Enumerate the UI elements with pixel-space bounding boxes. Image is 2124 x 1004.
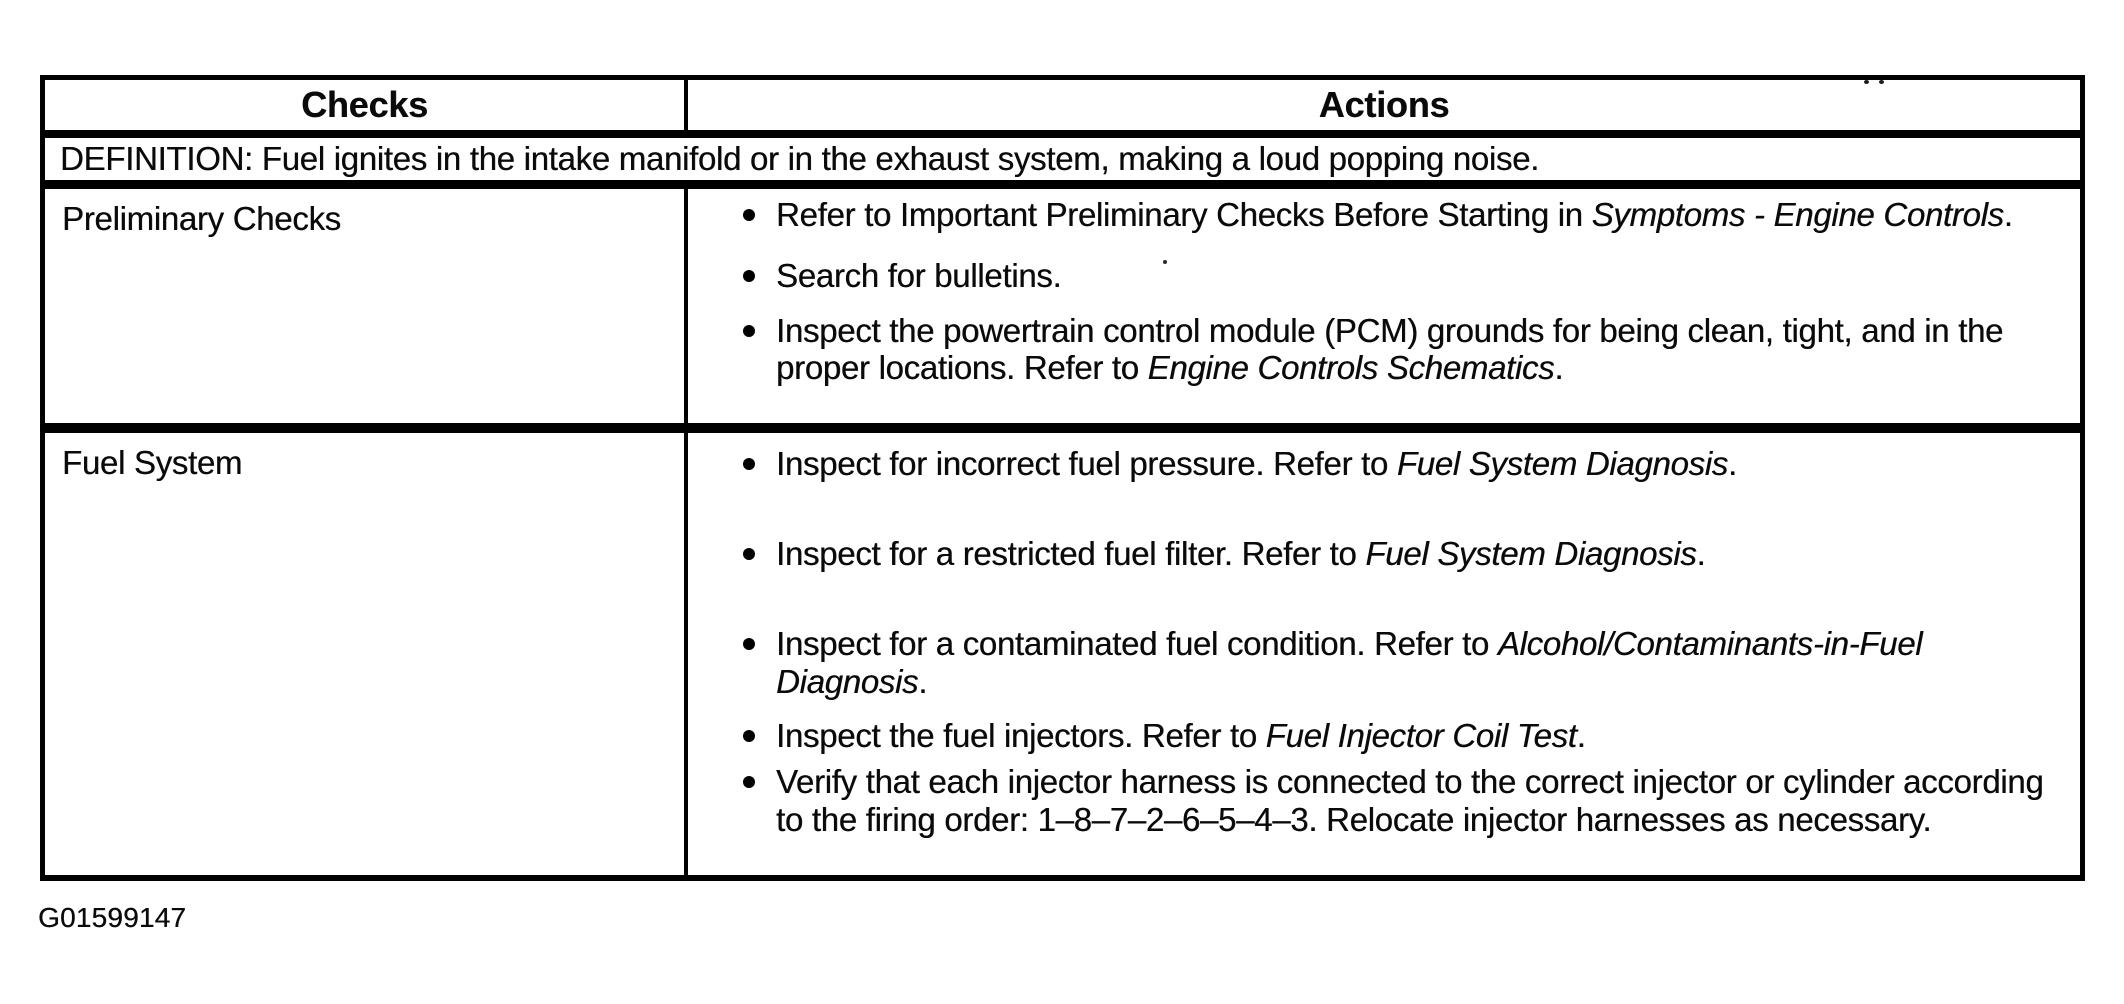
action-text: Verify that each injector harness is connected to the correct injector or cylinder according to the firing order: 1–8–7–2–6–5–4–3. Relocate injector harnesses as necessary. bbox=[776, 763, 2044, 838]
action-text: . bbox=[1576, 717, 1586, 754]
row-divider bbox=[45, 423, 2080, 433]
action-item bbox=[688, 535, 2080, 573]
table-row-preliminary-checks bbox=[45, 189, 2080, 423]
action-text: Search for bulletins. bbox=[776, 257, 1062, 294]
action-text: . bbox=[1727, 445, 1737, 482]
action-text: Inspect for incorrect fuel pressure. Refer to bbox=[776, 445, 1397, 482]
action-text: Inspect for a contaminated fuel condition. Refer to bbox=[776, 625, 1498, 662]
table-row-fuel-system bbox=[45, 433, 2080, 875]
action-text: Inspect the fuel injectors. Refer to bbox=[776, 717, 1266, 754]
action-text: Inspect the powertrain control module (PCM) grounds for being clean, tight, and in the proper locations. Refer to bbox=[776, 312, 2004, 386]
reference-title: Fuel System Diagnosis bbox=[1365, 535, 1697, 572]
action-item bbox=[688, 625, 2080, 701]
actions-cell bbox=[688, 433, 2080, 875]
check-label: Preliminary Checks bbox=[62, 200, 341, 237]
column-header-checks: Checks bbox=[301, 84, 428, 125]
action-item bbox=[688, 763, 2080, 839]
row-divider bbox=[45, 130, 2080, 138]
column-header-actions: Actions bbox=[1318, 84, 1450, 125]
reference-title: Engine Controls Schematics bbox=[1147, 349, 1555, 386]
action-text: . bbox=[1696, 535, 1706, 572]
scan-artifact-dots bbox=[1864, 80, 1890, 86]
reference-title: Fuel Injector Coil Test bbox=[1265, 717, 1577, 754]
action-text: . bbox=[1554, 349, 1564, 386]
reference-title: Symptoms - Engine Controls bbox=[1591, 196, 2004, 233]
action-item bbox=[688, 717, 2080, 755]
action-item bbox=[688, 445, 2080, 483]
actions-list bbox=[688, 433, 2080, 839]
reference-title: Fuel System Diagnosis bbox=[1396, 445, 1728, 482]
scan-artifact-speck bbox=[1163, 260, 1167, 264]
figure-code: G01599147 bbox=[38, 902, 187, 933]
row-divider bbox=[45, 180, 2080, 189]
action-text: Inspect for a restricted fuel filter. Refer to bbox=[776, 535, 1366, 572]
reference-title: Alcohol/Contaminants-in-Fuel Diagnosis bbox=[776, 625, 1923, 700]
action-text: . bbox=[2003, 196, 2013, 233]
action-item bbox=[688, 257, 2080, 294]
diagnostic-table bbox=[40, 75, 2085, 881]
actions-list bbox=[688, 189, 2080, 386]
actions-cell bbox=[688, 189, 2080, 423]
action-item bbox=[688, 312, 2080, 386]
action-item bbox=[688, 196, 2080, 233]
check-label: Fuel System bbox=[62, 444, 243, 481]
definition-row bbox=[45, 138, 2080, 180]
action-text: Refer to Important Preliminary Checks Before Starting in bbox=[776, 196, 1592, 233]
action-text: . bbox=[918, 663, 928, 700]
definition-text: DEFINITION: Fuel ignites in the intake manifold or in the exhaust system, making a loud popping noise. bbox=[60, 140, 1539, 177]
table-header-row bbox=[45, 80, 2080, 130]
